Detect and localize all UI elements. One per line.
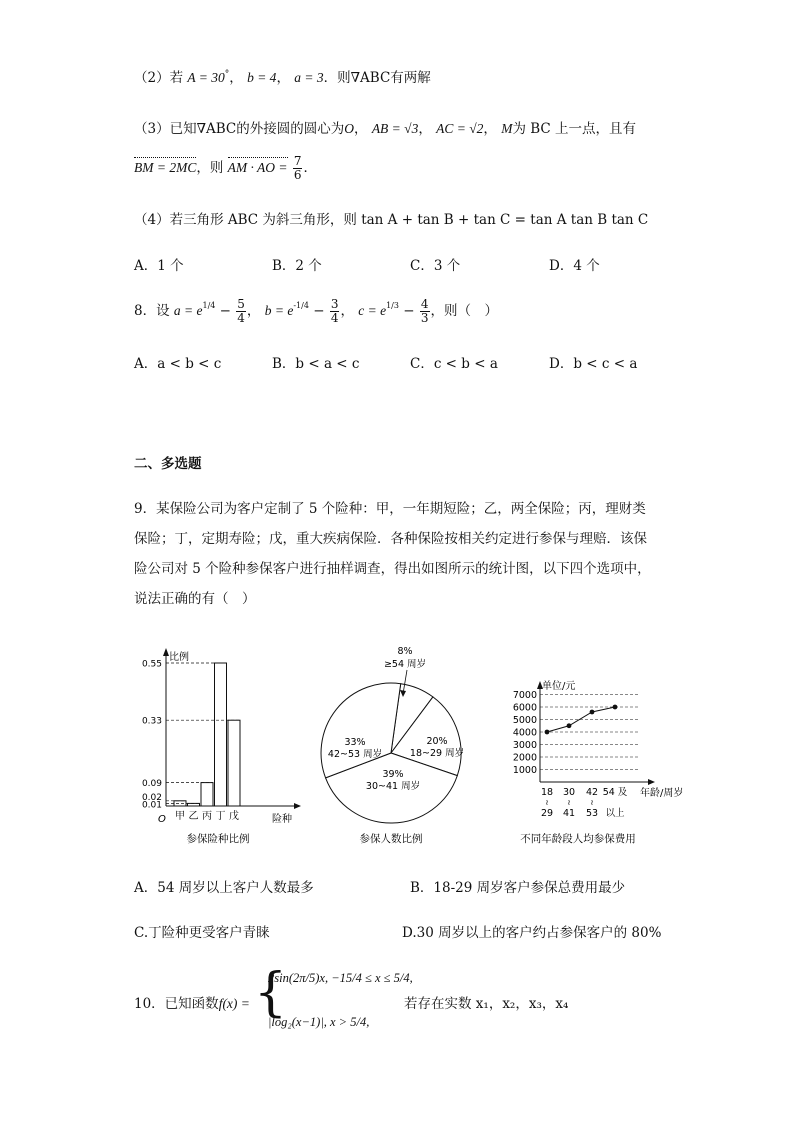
- q7-item2: （2）若 A = 30°， b = 4， a = 3．则∇ABC有两解: [134, 69, 431, 86]
- section-heading: 二、多选题: [134, 456, 202, 472]
- x-tick-label: 53: [585, 808, 599, 819]
- x-tick-label: 41: [562, 808, 576, 819]
- x-tick-label: ≀: [545, 798, 549, 807]
- q7-item3: （3）已知∇ABC的外接圆的圆心为O， AB = √3， AC = √2， M为 BC 上一点，且有: [134, 121, 637, 137]
- q7-item3-cont: BM = 2MC，则 AM · AO = $\frac{7}{6}$ ．: [134, 154, 317, 182]
- line-chart: [488, 673, 688, 850]
- y-tick-label: 4000: [512, 727, 537, 739]
- category-label: 甲: [175, 811, 185, 822]
- y-tick-label: 0.01: [141, 800, 162, 811]
- q10-case-2: |log₂(x−1)|, x > 5/4,: [268, 1015, 370, 1029]
- q8-option-c[interactable]: C．c < b < a: [410, 356, 498, 372]
- slice-label: 42~53 周岁: [327, 749, 383, 760]
- q9-option-b[interactable]: B．18-29 周岁客户参保总费用最少: [410, 880, 626, 896]
- q7-option-c[interactable]: C．3 个: [410, 258, 461, 274]
- x-tick-label: ≀: [567, 798, 571, 807]
- slice-percent: 33%: [344, 737, 366, 748]
- q7-option-b[interactable]: B．2 个: [272, 258, 322, 274]
- x-tick-label: 以上: [605, 808, 625, 819]
- x-tick-label: 54 及: [602, 787, 628, 798]
- y-tick-label: 7000: [512, 690, 537, 701]
- data-point: [545, 730, 550, 735]
- slice-label: 18~29 周岁: [409, 748, 465, 759]
- q7-option-a[interactable]: A．1 个: [134, 258, 184, 274]
- x-tick-label: 29: [540, 808, 554, 819]
- origin-label: O: [158, 814, 166, 825]
- pie-chart: [315, 640, 475, 850]
- bar-chart: [136, 640, 316, 850]
- category-label: 乙: [188, 811, 199, 822]
- x-axis-arrow: [294, 803, 301, 809]
- slice-label: ≥54 周岁: [383, 659, 427, 670]
- y-tick-label: 0.09: [141, 779, 162, 790]
- data-point: [567, 723, 572, 728]
- q8-option-a[interactable]: A．a < b < c: [134, 356, 222, 372]
- y-tick-label: 3000: [512, 740, 537, 751]
- q9-option-c[interactable]: C.丁险种更受客户青睐: [134, 925, 270, 941]
- slice-percent: 8%: [397, 646, 413, 657]
- y-axis-label: 比例: [169, 652, 189, 663]
- bar-乙: [188, 803, 200, 806]
- category-label: 丁: [215, 811, 226, 822]
- chart-title: 不同年龄段人均参保费用: [520, 833, 636, 845]
- bar-丙: [201, 783, 213, 806]
- q8-option-b[interactable]: B．b < a < c: [272, 356, 360, 372]
- q9-line-3: 险公司对 5 个险种参保客户进行抽样调查，得出如图所示的统计图，以下四个选项中，: [134, 561, 651, 577]
- y-tick-label: 0.55: [141, 659, 162, 670]
- q10-prefix: 10．已知函数f(x) =: [134, 996, 250, 1012]
- bar-甲: [174, 801, 186, 806]
- q8-stem: 8．设 $a = e^{1/4}$ − $\frac{5}{4}$ ， $b = e^{-1/4}$ − $\frac{3}{4}$ ， $c = e^{1/3}$ − $\frac{4}{3}$ ，则（ ）: [134, 297, 499, 325]
- x-tick-label: 30: [562, 787, 576, 798]
- q9-line-1: 9．某保险公司为客户定制了 5 个险种：甲，一年期短险；乙，两全保险；丙，理财类: [134, 501, 646, 517]
- q9-option-d[interactable]: D.30 周岁以上的客户约占参保客户的 80%: [402, 925, 662, 941]
- y-tick-label: 5000: [512, 715, 537, 726]
- q7-option-d[interactable]: D．4 个: [549, 258, 600, 274]
- slice-percent: 39%: [382, 769, 404, 780]
- x-tick-label: 18: [540, 787, 554, 798]
- category-label: 戊: [229, 811, 239, 822]
- piecewise-brace: {: [254, 963, 288, 1023]
- x-tick-label: ≀: [590, 798, 594, 807]
- y-tick-label: 2000: [512, 752, 537, 764]
- x-tick-label: 42: [585, 787, 599, 798]
- fraction-7-6: $\frac{7}{6}$: [293, 154, 302, 182]
- x-axis-label: 年龄/周岁: [640, 788, 684, 799]
- slice-percent: 20%: [426, 736, 448, 747]
- x-axis-label: 险种: [272, 814, 292, 825]
- category-label: 丙: [202, 811, 212, 822]
- slice-label: 30~41 周岁: [365, 781, 421, 792]
- q9-option-a[interactable]: A．54 周岁以上客户人数最多: [134, 880, 314, 896]
- y-axis-label: 单位/元: [542, 681, 576, 692]
- data-point: [590, 710, 595, 715]
- q10-case-1: 2sin(2π/5)x, −15/4 ≤ x ≤ 5/4,: [268, 971, 413, 985]
- q7-item4: （4）若三角形 ABC 为斜三角形，则 tan A + tan B + tan C = tan A tan B tan C: [134, 212, 649, 228]
- y-tick-label: 6000: [512, 702, 537, 714]
- vector-bm-eq: BM = 2MC: [134, 160, 197, 175]
- y-tick-label: 0.02: [141, 792, 162, 803]
- y-tick-label: 1000: [512, 765, 537, 776]
- chart-title: 参保险种比例: [186, 833, 250, 845]
- chart-title: 参保人数比例: [359, 833, 423, 845]
- q9-line-4: 说法正确的有（ ）: [134, 591, 256, 607]
- q10-tail: 若存在实数 x₁，x₂，x₃，x₄: [404, 996, 569, 1012]
- bar-戊: [228, 720, 240, 806]
- x-axis-arrow: [648, 779, 655, 785]
- q9-line-2: 保险；丁，定期寿险；戊，重大疾病保险．各种保险按相关约定进行参保与理赔．该保: [134, 531, 647, 547]
- bar-丁: [215, 663, 227, 806]
- data-point: [613, 705, 618, 710]
- q8-option-d[interactable]: D．b < c < a: [549, 356, 638, 372]
- y-tick-label: 0.33: [141, 716, 162, 727]
- vector-dot-product: AM · AO =: [227, 160, 288, 175]
